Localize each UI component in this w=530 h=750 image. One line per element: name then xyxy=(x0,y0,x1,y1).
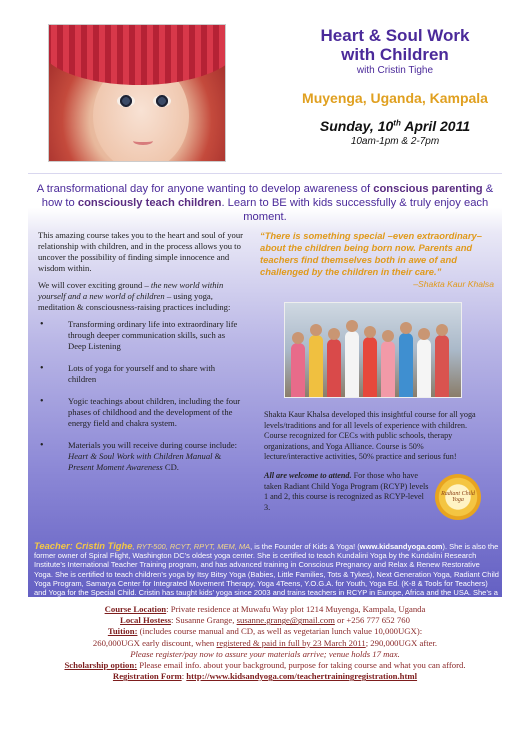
event-location: Muyenga, Uganda, Kampala xyxy=(302,90,488,106)
course-description xyxy=(38,230,244,484)
list-item: • Materials you will receive during course include: Heart & Soul Work with Children Manual & Present Moment Awareness CD. xyxy=(38,440,244,473)
baby-photo xyxy=(48,24,226,162)
list-item: • Transforming ordinary life into extraordinary life through deeper communication skills, such as Deep Listening xyxy=(38,319,244,352)
children-photo xyxy=(284,302,462,398)
hostess-email-link[interactable]: susanne.grange@gmail.com xyxy=(236,615,335,626)
description-paragraph: We will cover exciting ground – the new world within yourself and a new world of children – using yoga, meditation & consciousness-raising practices including: xyxy=(38,280,231,312)
list-item: • Yogic teachings about children, including the four phases of childhood and the development of the energy field and chakra system. xyxy=(38,396,244,429)
registration-form: Registration Form: http://www.kidsandyoga.com/teachertrainingregistration.html xyxy=(112,671,418,682)
scholarship-option: Scholarship option: Please email info. about your background, purpose for taking course and what you can afford. xyxy=(64,660,466,671)
course-details: Shakta Kaur Khalsa developed this insightful course for all yoga levels/traditions and for all levels of experience with children. Course recognized for CECs with public schools, therapy organizations, and Yoga Alliance. Course is 50% lecture/interactive activities, 50% practice and serious fun! xyxy=(264,410,476,461)
course-location: Course Location: Private residence at Muwafu Way plot 1214 Muyenga, Kampala, Uganda xyxy=(104,604,426,614)
practices-list xyxy=(38,319,244,473)
registration-note: Please register/pay now to assure your materials arrive; venue holds 17 max. xyxy=(130,648,400,659)
event-subtitle: with Cristin Tighe xyxy=(356,65,434,76)
welcome-note: All are welcome to attend. For those who have taken Radiant Child Yoga Program (RCYP) levels 1 and 2, this course is recognized as RCYP-level 3. xyxy=(264,471,429,512)
registration-form-link[interactable]: http://www.kidsandyoga.com/teachertrainingregistration.html xyxy=(186,671,418,682)
event-header xyxy=(270,26,520,147)
intro-text: A transformational day for anyone wanting to develop awareness of conscious parenting & how to consciously teach children. Learn to BE with kids successfully & truly enjoy each moment. xyxy=(36,183,494,223)
event-title: Heart & Soul Work with Children xyxy=(320,26,470,64)
tuition: Tuition: (includes course manual and CD, as well as vegetarian lunch value 10,000UGX): xyxy=(107,626,423,637)
list-item: • Lots of yoga for yourself and to share with children xyxy=(38,363,244,385)
course-panel xyxy=(28,173,502,607)
description-paragraph: This amazing course takes you to the heart and soul of your relationship with children, and in the process allows you to uncover the possibility of finding simple innocence and wisdom within. xyxy=(38,230,243,273)
teacher-bio: Teacher: Cristin Tighe, RYT-500, RCYT, RPYT, MEM, MA, is the Founder of Kids & Yoga! (www.kidsandyoga.com). She is also the former owner of Spiral Flight, Washington DC’s oldest yoga center. She is certified to teach Kundalini Yoga by the Kundalini Research Institute’s International Teacher Training program, and has advanced training in Conscious Pregnancy and Relax & Renew Restorative Yoga. She is certified to teach children’s yoga by Itsy Bitsy Yoga (Babies, Little Families, Tots & Tykes), Next Generation Yoga, Radiant Child Yoga Program, Samarya Center for Integrated Movement Therapy, Yoga 4Teens, Y.O.G.A. for Youth, Yoga Ed. (K-8 & Tools for Teachers) and Yoga for the Special Child. Cristin has taught kids’ yoga since 2003 and trains teachers in RCYP in Europe, Africa and the USA. She’s a Yoga Alliance Registered Teacher and International Kundalini Yoga Teachers Association member. xyxy=(34,540,499,607)
registration-info xyxy=(14,604,516,682)
local-hostess: Local Hostess: Susanne Grange, susanne.grange@gmail.com or +256 777 652 760 xyxy=(120,615,410,626)
quote-text: “There is something special –even extraordinary– about the children being born now. Parents and teachers find themselves both in awe of and challenged by the children in their care.” xyxy=(260,230,482,277)
event-date: Sunday, 10th April 2011 xyxy=(319,118,471,134)
quote-author: –Shakta Kaur Khalsa xyxy=(413,279,494,289)
event-time: 10am-1pm & 2-7pm xyxy=(350,136,440,147)
quote-block xyxy=(260,230,494,289)
radiant-child-yoga-logo: Radiant Child Yoga xyxy=(435,474,481,520)
tuition-price: 260,000UGX early discount, when registered & paid in full by 23 March 2011; 290,000UGX after. xyxy=(92,637,438,648)
